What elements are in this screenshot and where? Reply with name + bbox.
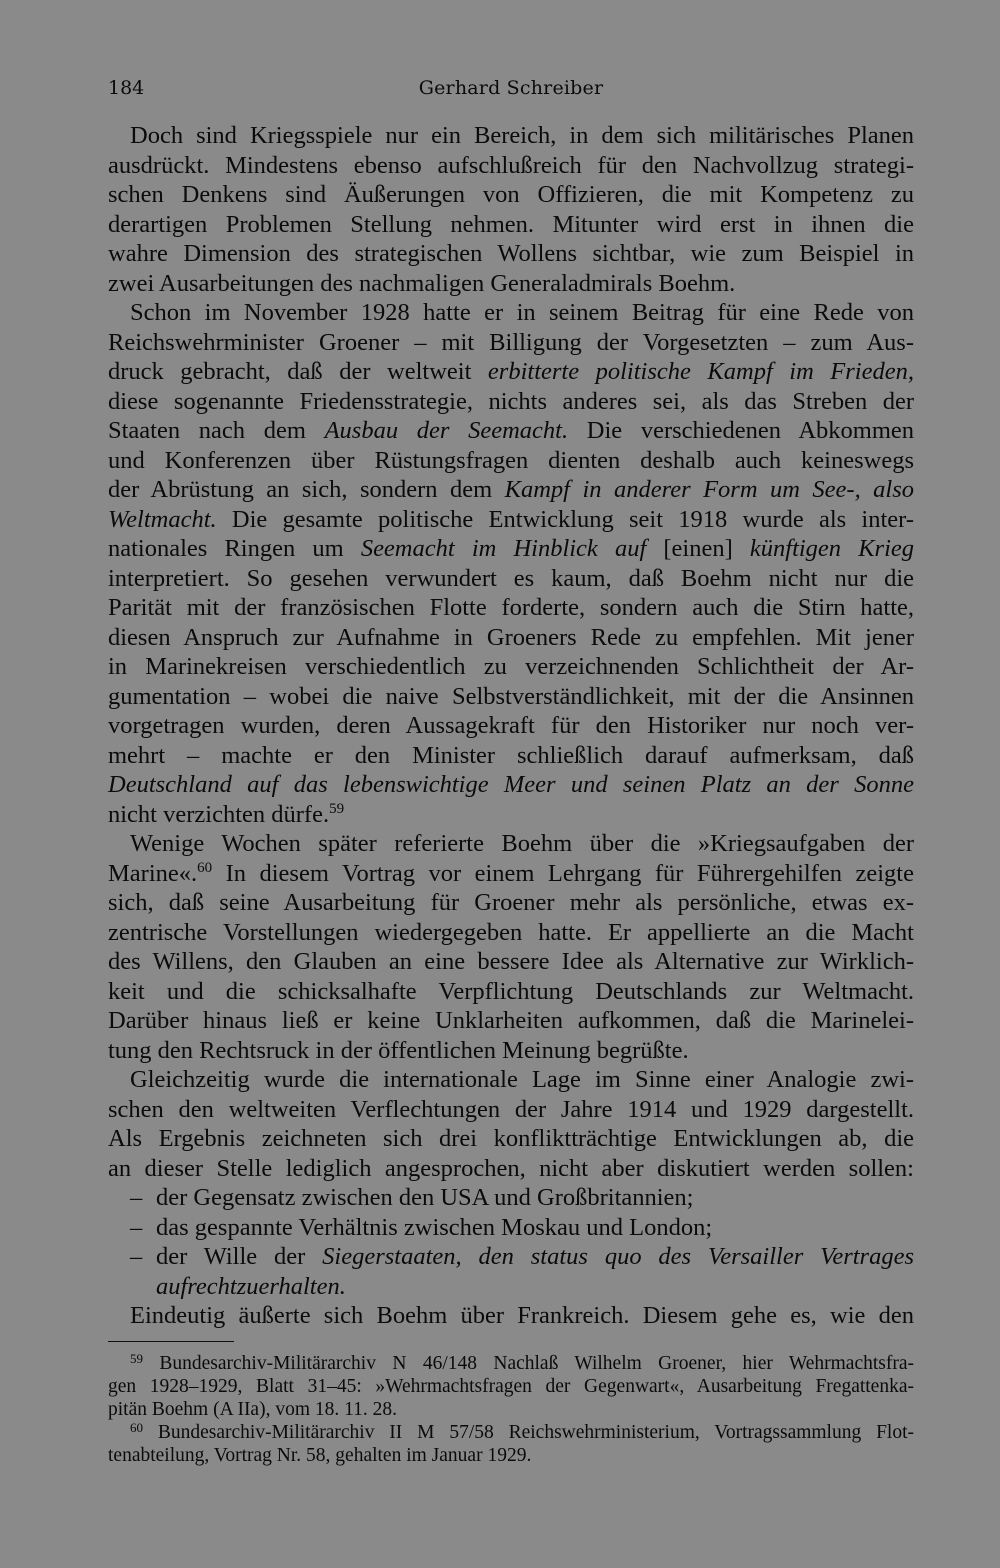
text-line: schen Denkens sind Äußerungen von Offizieren, die mit Kompetenz zu [108, 181, 914, 208]
list-dash: – [130, 1184, 143, 1211]
footnote-number: 60 [130, 1420, 143, 1435]
text-line: diesen Anspruch zur Aufnahme in Groeners Rede zu empfehlen. Mit jener [108, 623, 914, 651]
text-line: des Willens, den Glauben an eine bessere Idee als Alternative zur Wirklich- [108, 948, 914, 975]
text-line: in Marinekreisen verschiedentlich zu verzeichnenden Schlichtheit der Ar- [108, 653, 914, 680]
text-line: wahre Dimension des strategischen Wollens sichtbar, wie zum Beispiel in [108, 240, 914, 267]
text-line: diese sogenannte Friedensstrategie, nichts anderes sei, als das Streben der [108, 387, 914, 415]
text-line: vorgetragen wurden, deren Aussagekraft für den Historiker nur noch ver- [108, 712, 914, 739]
text-line: Wenige Wochen später referierte Boehm über die »Kriegsaufgaben der [130, 830, 914, 857]
footnote-ref: 59 [329, 800, 345, 817]
italic-phrase: Seemacht im Hinblick auf [360, 535, 647, 562]
text-line: Weltmacht. Die gesamte politische Entwicklung seit 1918 wurde als inter- [108, 505, 914, 533]
text-line: zentrische Vorstellungen wiedergegeben hatte. Er appellierte an die Macht [108, 918, 914, 946]
text-line: Darüber hinaus ließ er keine Unklarheiten aufkommen, daß die Marinelei- [108, 1007, 914, 1034]
running-head-author: Gerhard Schreiber [418, 77, 604, 99]
list-item: – der Gegensatz zwischen den USA und Großbritannien; [130, 1184, 694, 1211]
italic-phrase: künftigen Krieg [749, 535, 914, 562]
text-line: sich, daß seine Ausarbeitung für Groener mehr als persönliche, etwas ex- [108, 889, 914, 916]
text-line: schen den weltweiten Verflechtungen der Jahre 1914 und 1929 dargestellt. [108, 1095, 914, 1123]
text-line: Als Ergebnis zeichneten sich drei konfliktträchtige Entwicklungen ab, die [108, 1125, 914, 1152]
text-line: druck gebracht, daß der weltweit erbitterte politische Kampf im Frieden, [108, 358, 914, 385]
footnote-line: $^{59}$ Bundesarchiv-Militärarchiv N 46/148 Nachlaß Wilhelm Groener, hier Wehrmachtsfra- [130, 1351, 914, 1374]
text-line: Schon im November 1928 hatte er in seinem Beitrag für eine Rede von [130, 299, 914, 326]
page-number: 184 [108, 77, 145, 99]
italic-phrase: Weltmacht. [108, 505, 217, 533]
text-line: nicht verzichten dürfe.$^{59}$ [108, 800, 345, 828]
text-line: interpretiert. So gesehen verwundert es kaum, daß Boehm nicht nur die [108, 564, 914, 592]
text-line: der Abrüstung an sich, sondern dem Kampf in anderer Form um See-, also [108, 476, 914, 503]
italic-phrase: Ausbau der Seemacht. [324, 417, 569, 444]
text-line: Staaten nach dem Ausbau der Seemacht. Die verschiedenen Abkommen [108, 417, 914, 444]
footnote-line: pitän Boehm (A IIa), vom 18. 11. 28. [108, 1399, 398, 1420]
text-line: Marine«.$^{60}$ In diesem Vortrag vor einem Lehrgang für Führergehilfen zeigte [108, 859, 914, 887]
italic-phrase: erbitterte politische Kampf im Frieden, [487, 358, 914, 385]
italic-phrase: Siegerstaaten, den status quo des Versailler Vertrages [322, 1243, 915, 1270]
text-line: und Konferenzen über Rüstungsfragen dienten deshalb auch keineswegs [108, 446, 914, 474]
text-line: Parität mit der französischen Flotte forderte, sondern auch die Stirn hatte, [108, 594, 914, 621]
list-item: – das gespannte Verhältnis zwischen Moskau und London; [130, 1213, 713, 1241]
page-header [108, 74, 914, 102]
footnote-line: gen 1928–1929, Blatt 31–45: »Wehrmachtsfragen der Gegenwart«, Ausarbeitung Fregattenka- [108, 1376, 914, 1397]
text-line: Gleichzeitig wurde die internationale Lage im Sinne einer Analogie zwi- [130, 1066, 914, 1093]
text-line [108, 770, 914, 800]
footnote-ref: 60 [197, 859, 213, 876]
footnote-line: $^{60}$ Bundesarchiv-Militärarchiv II M 57/58 Reichswehrministerium, Vortragssammlung Flot- [130, 1420, 914, 1443]
text-line: tung den Rechtsruck in der öffentlichen Meinung begrüßte. [108, 1036, 689, 1064]
footnote-divider [108, 1341, 234, 1342]
text-line: zwei Ausarbeitungen des nachmaligen Generaladmirals Boehm. [108, 269, 736, 297]
text-line: Eindeutig äußerte sich Boehm über Frankreich. Diesem gehe es, wie den [130, 1302, 914, 1329]
footnote-line: tenabteilung, Vortrag Nr. 58, gehalten im Januar 1929. [108, 1445, 532, 1466]
text-line: derartigen Problemen Stellung nehmen. Mitunter wird erst in ihnen die [108, 210, 914, 238]
body-text [108, 121, 914, 1331]
text-line: keit und die schicksalhafte Verpflichtung Deutschlands zur Weltmacht. [108, 977, 914, 1005]
text-line: mehrt – machte er den Minister schließlich darauf aufmerksam, daß [108, 741, 914, 769]
text-line: gumentation – wobei die naive Selbstverständlichkeit, mit der die Ansinnen [108, 682, 914, 710]
text-line: Reichswehrminister Groener – mit Billigung der Vorgesetzten – zum Aus- [108, 328, 914, 356]
footnotes [108, 1352, 914, 1467]
text-line: an dieser Stelle lediglich angesprochen, nicht aber diskutiert werden sollen: [108, 1154, 914, 1182]
text-line: ausdrückt. Mindestens ebenso aufschlußreich für den Nachvollzug strategi- [108, 151, 914, 179]
list-item: – der Wille der Siegerstaaten, den status quo des Versailler Vertrages [130, 1243, 915, 1270]
list-dash: – [130, 1213, 143, 1241]
italic-phrase: aufrechtzuerhalten. [156, 1272, 346, 1300]
italic-phrase: Deutschland auf das lebenswichtige Meer und seinen Platz an der Sonne [108, 771, 914, 798]
list-dash: – [130, 1243, 143, 1270]
footnote-number: 59 [130, 1351, 143, 1366]
text-line: Doch sind Kriegsspiele nur ein Bereich, in dem sich militärisches Planen [130, 122, 914, 149]
list-item-continuation [108, 1272, 914, 1302]
text-line: nationales Ringen um Seemacht im Hinblick auf [einen] künftigen Krieg [108, 535, 914, 562]
italic-phrase: Kampf in anderer Form um See-, also [504, 476, 914, 503]
